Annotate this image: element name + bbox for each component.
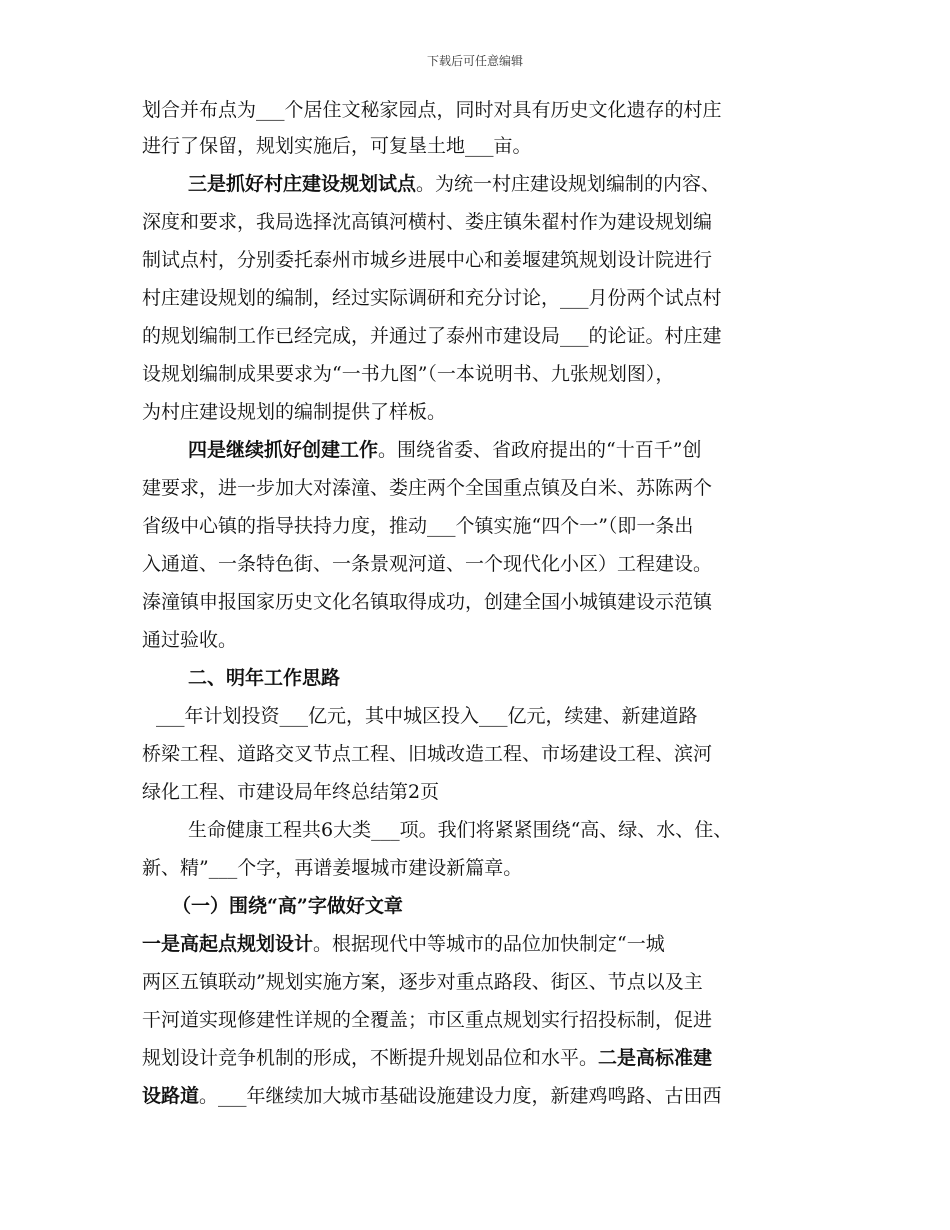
text-line — [142, 1081, 832, 1111]
text-line — [142, 777, 832, 807]
text-line — [156, 701, 832, 731]
text-line — [142, 359, 832, 389]
text-line — [142, 473, 832, 503]
text-line — [142, 853, 832, 883]
bold-text: 设路道 — [142, 1085, 200, 1107]
page-header: 下载后可任意编辑 — [426, 54, 523, 68]
text-line — [142, 549, 832, 579]
bold-text: （一）围绕“高”字做好文章 — [172, 895, 403, 917]
text-line — [142, 739, 832, 769]
text-run: 桥梁工程、道路交叉节点工程、旧城改造工程、市场建设工程、滨河 — [142, 743, 713, 765]
text-line — [142, 321, 832, 351]
bold-text: 二、明年工作思路 — [188, 667, 341, 689]
text-line — [142, 131, 832, 161]
text-run: 省级中心镇的指导扶持力度，推动___个镇实施“四个一”（即一条出 — [142, 515, 694, 537]
text-run: 两区五镇联动”规划实施方案，逐步对重点路段、街区、节点以及主 — [142, 971, 703, 993]
text-line — [172, 891, 832, 921]
text-line — [142, 1005, 832, 1035]
text-run: 。___年继续加大城市基础设施建设力度，新建鸡鸣路、古田西 — [199, 1085, 722, 1107]
text-run: 干河道实现修建性详规的全覆盖；市区重点规划实行招投标制，促进 — [142, 1009, 713, 1031]
text-line — [142, 283, 832, 313]
text-run: 设规划编制成果要求为“一书九图”（一本说明书、九张规划图）， — [142, 363, 675, 385]
text-run: 绿化工程、市建设局年终总结第2页 — [142, 781, 440, 803]
text-line — [188, 169, 832, 199]
text-run: 通过验收。 — [142, 629, 238, 651]
text-line — [142, 625, 832, 655]
text-line — [142, 245, 832, 275]
text-run: 的规划编制工作已经完成，并通过了泰州市建设局___的论证。村庄建 — [142, 325, 722, 347]
text-run: 。为统一村庄建设规划编制的内容、 — [416, 173, 721, 195]
text-line — [142, 397, 832, 427]
text-line — [142, 511, 832, 541]
text-run: 生命健康工程共6大类___项。我们将紧紧围绕“高、绿、水、住、 — [188, 819, 733, 841]
text-run: 进行了保留，规划实施后，可复垦土地___亩。 — [142, 135, 532, 157]
bold-text: 四是继续抓好创建工作 — [188, 439, 379, 461]
text-run: 新、精”___个字，再谱姜堰城市建设新篇章。 — [142, 857, 523, 879]
text-line — [188, 815, 832, 845]
text-run: 。根据现代中等城市的品位加快制定“一城 — [313, 933, 665, 955]
text-line — [142, 587, 832, 617]
text-run: 为村庄建设规划的编制提供了样板。 — [142, 401, 447, 423]
text-line — [188, 663, 832, 693]
text-run: 村庄建设规划的编制，经过实际调研和充分讨论，___月份两个试点村 — [142, 287, 722, 309]
text-run: 规划设计竞争机制的形成，不断提升规划品位和水平。 — [142, 1047, 599, 1069]
text-line — [142, 967, 832, 997]
text-run: ___年计划投资___亿元，其中城区投入___亿元，续建、新建道路 — [156, 705, 698, 727]
text-line — [142, 929, 832, 959]
text-line — [142, 1043, 832, 1073]
text-line — [142, 207, 832, 237]
text-run: 划合并布点为___个居住文秘家园点，同时对具有历史文化遗存的村庄 — [142, 99, 722, 121]
text-line — [188, 435, 832, 465]
text-run: 。围绕省委、省政府提出的“十百千”创 — [378, 439, 702, 461]
text-run: 制试点村，分别委托泰州市城乡进展中心和姜堰建筑规划设计院进行 — [142, 249, 713, 271]
text-line — [142, 95, 832, 125]
text-run: 溱潼镇申报国家历史文化名镇取得成功，创建全国小城镇建设示范镇 — [142, 591, 713, 613]
text-run: 入通道、一条特色街、一条景观河道、一个现代化小区）工程建设。 — [142, 553, 713, 575]
bold-text: 一是高起点规划设计 — [142, 933, 314, 955]
bold-text: 二是高标准建 — [598, 1047, 713, 1069]
text-run: 深度和要求，我局选择沈高镇河横村、娄庄镇朱翟村作为建设规划编 — [142, 211, 713, 233]
text-run: 建要求，进一步加大对溱潼、娄庄两个全国重点镇及白米、苏陈两个 — [142, 477, 713, 499]
bold-text: 三是抓好村庄建设规划试点 — [188, 173, 417, 195]
